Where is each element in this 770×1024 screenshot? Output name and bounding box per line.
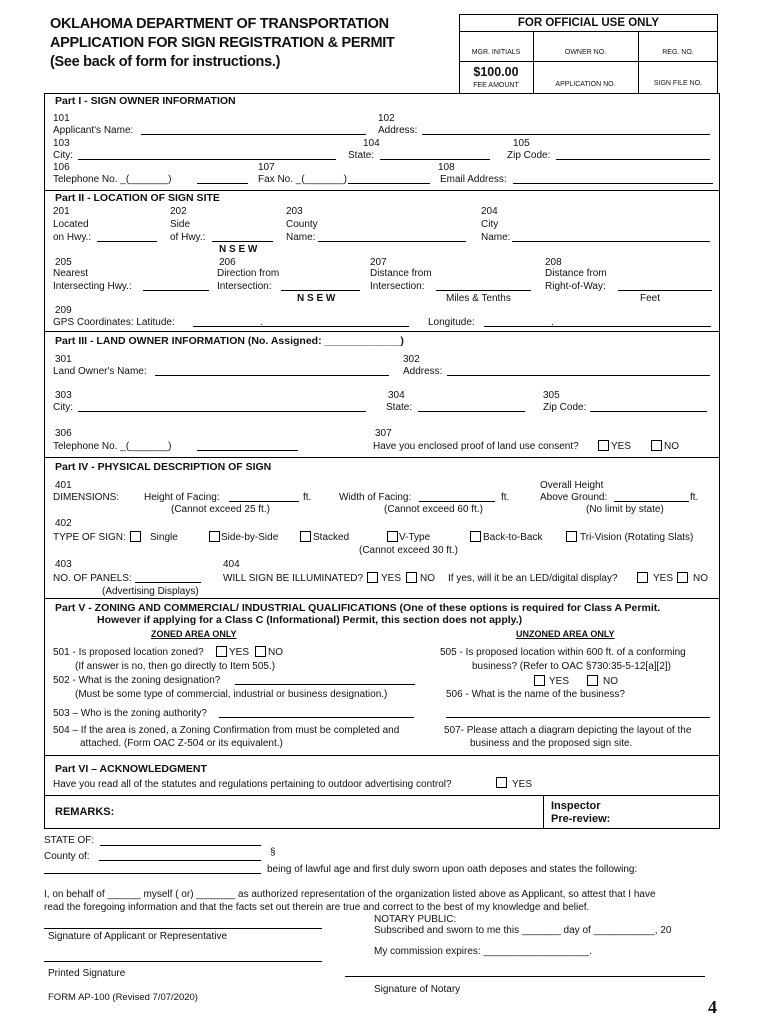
- field-number: 301: [55, 354, 72, 365]
- ft-label: ft.: [303, 492, 312, 503]
- land-owner-telephone-label: Telephone No. _(_______): [53, 441, 172, 452]
- field-number: 307: [375, 428, 392, 439]
- conforming-no-checkbox[interactable]: [587, 675, 598, 686]
- notary-public-label: NOTARY PUBLIC:: [374, 914, 457, 925]
- single-label: Single: [150, 532, 178, 543]
- direction-field[interactable]: [281, 290, 360, 291]
- part1-title: Part I - SIGN OWNER INFORMATION: [55, 95, 236, 107]
- sign-file-no-label: SIGN FILE NO.: [653, 80, 703, 87]
- remarks-label: REMARKS:: [55, 806, 115, 818]
- above-ground-label: Above Ground:: [540, 492, 608, 503]
- printed-signature-field[interactable]: [44, 961, 322, 962]
- led-yes-checkbox[interactable]: [637, 572, 648, 583]
- land-owner-name-field[interactable]: [155, 375, 389, 376]
- longitude-label: Longitude:: [428, 317, 475, 328]
- side-by-side-label: Side-by-Side: [221, 532, 279, 543]
- zoned-area-heading: ZONED AREA ONLY: [151, 629, 237, 639]
- owner-address-field[interactable]: [422, 134, 710, 135]
- notary-signature-label: Signature of Notary: [374, 984, 461, 995]
- field-number: 404: [223, 559, 240, 570]
- back-to-back-label: Back-to-Back: [483, 532, 543, 543]
- no-label: NO: [664, 441, 679, 452]
- height-facing-label: Height of Facing:: [144, 492, 220, 503]
- nsew-label: N S E W: [219, 244, 258, 255]
- applicant-name-label: Applicant's Name:: [53, 125, 134, 136]
- field-number: 305: [543, 390, 560, 401]
- width-limit-note: (Cannot exceed 60 ft.): [384, 504, 483, 515]
- field-number: 106: [53, 162, 70, 173]
- part5-subtitle: However if applying for a Class C (Informational) Permit, this section does not apply.): [97, 614, 523, 626]
- field-number: 209: [55, 305, 72, 316]
- notary-signature-field[interactable]: [345, 976, 705, 977]
- sign-type-single-checkbox[interactable]: [130, 531, 141, 542]
- part6-title: Part VI – ACKNOWLEDGMENT: [55, 763, 207, 775]
- fee-amount-label: FEE AMOUNT: [473, 82, 519, 89]
- tri-vision-label: Tri-Vision (Rotating Slats): [580, 532, 694, 543]
- part5-title: Part V - ZONING AND COMMERCIAL/ INDUSTRIAL QUALIFICATIONS (One of these options is required for Class A Permit.: [55, 602, 661, 614]
- field-number: 102: [378, 113, 395, 124]
- land-owner-telephone-field[interactable]: [197, 450, 298, 451]
- owner-state-field[interactable]: [380, 159, 490, 160]
- county-of-label: County of:: [44, 851, 90, 862]
- miles-tenths-label: Miles & Tenths: [446, 293, 511, 304]
- overall-height-label: Overall Height: [540, 480, 604, 491]
- owner-city-label: City:: [53, 150, 73, 161]
- q501-label: 501 - Is proposed location zoned?: [53, 647, 204, 658]
- owner-zip-label: Zip Code:: [507, 150, 551, 161]
- ft-label: ft.: [501, 492, 510, 503]
- sign-type-stacked-checkbox[interactable]: [300, 531, 311, 542]
- owner-fax-label: Fax No. _(_______): [258, 174, 347, 185]
- on-hwy-label: on Hwy.:: [53, 232, 92, 243]
- distance-label: Distance from: [370, 268, 432, 279]
- field-number: 201: [53, 206, 70, 217]
- decimal-point: .: [260, 317, 263, 328]
- dimensions-label: DIMENSIONS:: [53, 492, 120, 503]
- no-label: NO: [420, 573, 435, 584]
- land-owner-city-label: City:: [53, 402, 73, 413]
- owner-no-label: OWNER NO.: [564, 49, 607, 56]
- v-type-limit-note: (Cannot exceed 30 ft.): [359, 545, 458, 556]
- no-label: NO: [268, 647, 283, 658]
- field-number: 103: [53, 138, 70, 149]
- q504-note: attached. (Form OAC Z-504 or its equivalent.): [80, 738, 283, 749]
- no-label: NO: [603, 676, 618, 687]
- land-consent-question: Have you enclosed proof of land use consent?: [373, 441, 579, 452]
- latitude-field[interactable]: [193, 326, 409, 327]
- form-title-instructions: (See back of form for instructions.): [50, 54, 281, 70]
- mgr-initials-label: MGR. INITIALS: [471, 49, 521, 56]
- ft-label: ft.: [690, 492, 699, 503]
- owner-telephone-field[interactable]: [197, 183, 248, 184]
- part2-title: Part II - LOCATION OF SIGN SITE: [55, 192, 220, 204]
- state-of-field[interactable]: [100, 845, 261, 846]
- attestation-line-1: I, on behalf of ______ myself ( or) _______ as authorized representation of the organization listed above as Applicant, so attest that I have: [44, 889, 656, 900]
- reg-no-label: REG. NO.: [662, 49, 694, 56]
- form-title-application: APPLICATION FOR SIGN REGISTRATION & PERMIT: [50, 35, 395, 51]
- led-display-question: If yes, will it be an LED/digital display?: [448, 573, 618, 584]
- led-no-checkbox[interactable]: [677, 572, 688, 583]
- field-number: 101: [53, 113, 70, 124]
- feet-label: Feet: [640, 293, 661, 304]
- zoned-yes-checkbox[interactable]: [216, 646, 227, 657]
- of-hwy-field[interactable]: [212, 241, 273, 242]
- applicant-signature-field[interactable]: [44, 928, 322, 929]
- q503-label: 503 – Who is the zoning authority?: [53, 708, 207, 719]
- on-hwy-field[interactable]: [97, 241, 157, 242]
- field-number: 203: [286, 206, 303, 217]
- county-name-field[interactable]: [318, 241, 466, 242]
- q505-note: business? (Refer to OAC §730:35-5-12[a][2]): [472, 661, 671, 672]
- city-name-field[interactable]: [512, 241, 710, 242]
- official-use-heading: FOR OFFICIAL USE ONLY: [517, 17, 660, 29]
- intersecting-hwy-field[interactable]: [143, 290, 209, 291]
- width-facing-field[interactable]: [419, 501, 495, 502]
- applicant-signature-label: Signature of Applicant or Representative: [48, 931, 227, 942]
- conforming-yes-checkbox[interactable]: [534, 675, 545, 686]
- land-owner-name-label: Land Owner's Name:: [53, 366, 147, 377]
- type-of-sign-label: TYPE OF SIGN:: [53, 532, 126, 543]
- q506-label: 506 - What is the name of the business?: [446, 689, 625, 700]
- field-number: 205: [55, 257, 72, 268]
- printed-signature-label: Printed Signature: [48, 968, 126, 979]
- land-owner-zip-label: Zip Code:: [543, 402, 587, 413]
- form-revision-label: FORM AP-100 (Revised 7/07/2020): [48, 992, 198, 1003]
- q505-label: 505 - Is proposed location within 600 ft. of a conforming: [440, 647, 686, 658]
- distance-field[interactable]: [436, 290, 531, 291]
- no-label: NO: [693, 573, 708, 584]
- land-owner-state-label: State:: [386, 402, 413, 413]
- q502-note: (Must be some type of commercial, industrial or business designation.): [75, 689, 388, 700]
- field-number: 104: [363, 138, 380, 149]
- no-of-panels-field[interactable]: [135, 582, 201, 583]
- city-label: City: [481, 219, 499, 230]
- oath-statement: being of lawful age and first duly sworn upon oath deposes and states the following:: [267, 864, 638, 875]
- attestation-line-2: read the foregoing information and that the facts set out therein are true and correct to the best of my knowledge and belief.: [44, 902, 590, 913]
- inspector-label: Inspector: [551, 800, 601, 812]
- field-number: 302: [403, 354, 420, 365]
- field-number: 403: [55, 559, 72, 570]
- land-consent-yes-checkbox[interactable]: [598, 440, 609, 451]
- county-of-field[interactable]: [99, 860, 261, 861]
- unzoned-area-heading: UNZONED AREA ONLY: [516, 629, 615, 639]
- form-title-agency: OKLAHOMA DEPARTMENT OF TRANSPORTATION: [50, 16, 389, 32]
- field-number: 401: [55, 480, 72, 491]
- intersecting-hwy-label: Intersecting Hwy.:: [53, 281, 132, 292]
- owner-telephone-label: Telephone No. _(_______): [53, 174, 172, 185]
- field-number: 207: [370, 257, 387, 268]
- sign-type-back-to-back-checkbox[interactable]: [470, 531, 481, 542]
- height-limit-note: (Cannot exceed 25 ft.): [171, 504, 270, 515]
- acknowledgment-question: Have you read all of the statutes and regulations pertaining to outdoor advertising control?: [53, 779, 452, 790]
- field-number: 304: [388, 390, 405, 401]
- field-number: 202: [170, 206, 187, 217]
- overall-limit-note: (No limit by state): [586, 504, 664, 515]
- decimal-point: .: [551, 317, 554, 328]
- sign-type-v-type-checkbox[interactable]: [387, 531, 398, 542]
- state-of-label: STATE OF:: [44, 835, 95, 846]
- illuminated-question: WILL SIGN BE ILLUMINATED?: [223, 573, 364, 584]
- subscribed-sworn-line: Subscribed and sworn to me this _______ day of ___________, 20: [374, 925, 672, 936]
- field-number: 303: [55, 390, 72, 401]
- land-owner-address-field[interactable]: [447, 375, 710, 376]
- zoning-designation-field[interactable]: [235, 684, 415, 685]
- longitude-field[interactable]: [484, 326, 711, 327]
- q507-label: 507- Please attach a diagram depicting the layout of the: [444, 725, 692, 736]
- acknowledgment-yes-checkbox[interactable]: [496, 777, 507, 788]
- part3-title: Part III - LAND OWNER INFORMATION (No. Assigned: _____________): [55, 335, 404, 347]
- gps-latitude-label: GPS Coordinates: Latitude:: [53, 317, 175, 328]
- application-no-label: APPLICATION NO.: [555, 81, 616, 88]
- owner-email-label: Email Address:: [440, 174, 507, 185]
- field-number: 208: [545, 257, 562, 268]
- pre-review-label: Pre-review:: [551, 813, 611, 825]
- row-distance-label: Distance from: [545, 268, 607, 279]
- yes-label: YES: [549, 676, 570, 687]
- height-facing-field[interactable]: [229, 501, 299, 502]
- field-number: 402: [55, 518, 72, 529]
- field-number: 206: [219, 257, 236, 268]
- right-of-way-field[interactable]: [618, 290, 712, 291]
- stacked-label: Stacked: [313, 532, 350, 543]
- yes-label: YES: [611, 441, 632, 452]
- page-number: 4: [708, 997, 717, 1017]
- field-number: 306: [55, 428, 72, 439]
- county-name-label: Name:: [286, 232, 316, 243]
- of-hwy-label: of Hwy.:: [170, 232, 206, 243]
- illuminated-yes-checkbox[interactable]: [367, 572, 378, 583]
- part4-title: Part IV - PHYSICAL DESCRIPTION OF SIGN: [55, 461, 272, 473]
- located-label: Located: [53, 219, 89, 230]
- right-of-way-label: Right-of-Way:: [545, 281, 606, 292]
- land-owner-city-field[interactable]: [78, 411, 366, 412]
- direction-intersection-label: Intersection:: [217, 281, 272, 292]
- zoning-authority-field[interactable]: [219, 717, 414, 718]
- yes-label: YES: [381, 573, 402, 584]
- county-label: County: [286, 219, 318, 230]
- yes-label: YES: [653, 573, 674, 584]
- field-number: 108: [438, 162, 455, 173]
- section-symbol: §: [270, 847, 276, 858]
- v-type-label: V-Type: [399, 532, 431, 543]
- advertising-displays-note: (Advertising Displays): [102, 586, 199, 597]
- fee-value: $100.00: [473, 65, 519, 79]
- commission-expires-line: My commission expires: ___________________.: [374, 946, 592, 957]
- affiant-name-field[interactable]: [44, 873, 261, 874]
- land-owner-state-field[interactable]: [418, 411, 525, 412]
- field-number: 105: [513, 138, 530, 149]
- sign-type-side-by-side-checkbox[interactable]: [209, 531, 220, 542]
- side-label: Side: [170, 219, 191, 230]
- width-facing-label: Width of Facing:: [339, 492, 412, 503]
- q501-note: (If answer is no, then go directly to Item 505.): [75, 661, 276, 672]
- owner-address-label: Address:: [378, 125, 418, 136]
- nearest-label: Nearest: [53, 268, 89, 279]
- q502-label: 502 - What is the zoning designation?: [53, 675, 221, 686]
- land-owner-address-label: Address:: [403, 366, 443, 377]
- overall-height-field[interactable]: [614, 501, 689, 502]
- distance-intersection-label: Intersection:: [370, 281, 425, 292]
- land-owner-zip-field[interactable]: [590, 411, 707, 412]
- zoned-no-checkbox[interactable]: [255, 646, 266, 657]
- q507-note: business and the proposed sign site.: [470, 738, 633, 749]
- yes-label: YES: [229, 647, 250, 658]
- field-number: 204: [481, 206, 498, 217]
- field-number: 107: [258, 162, 275, 173]
- illuminated-no-checkbox[interactable]: [406, 572, 417, 583]
- city-name-label: Name:: [481, 232, 511, 243]
- direction-label: Direction from: [217, 268, 280, 279]
- owner-state-label: State:: [348, 150, 375, 161]
- business-name-field[interactable]: [446, 717, 710, 718]
- applicant-name-field[interactable]: [141, 134, 366, 135]
- owner-fax-field[interactable]: [348, 183, 430, 184]
- yes-label: YES: [512, 779, 533, 790]
- land-consent-no-checkbox[interactable]: [651, 440, 662, 451]
- sign-type-tri-vision-checkbox[interactable]: [566, 531, 577, 542]
- owner-zip-field[interactable]: [556, 159, 710, 160]
- no-of-panels-label: NO. OF PANELS:: [53, 573, 132, 584]
- q504-label: 504 – If the area is zoned, a Zoning Confirmation from must be completed and: [53, 725, 400, 736]
- nsew-label: N S E W: [297, 293, 336, 304]
- owner-city-field[interactable]: [78, 159, 336, 160]
- owner-email-field[interactable]: [513, 183, 713, 184]
